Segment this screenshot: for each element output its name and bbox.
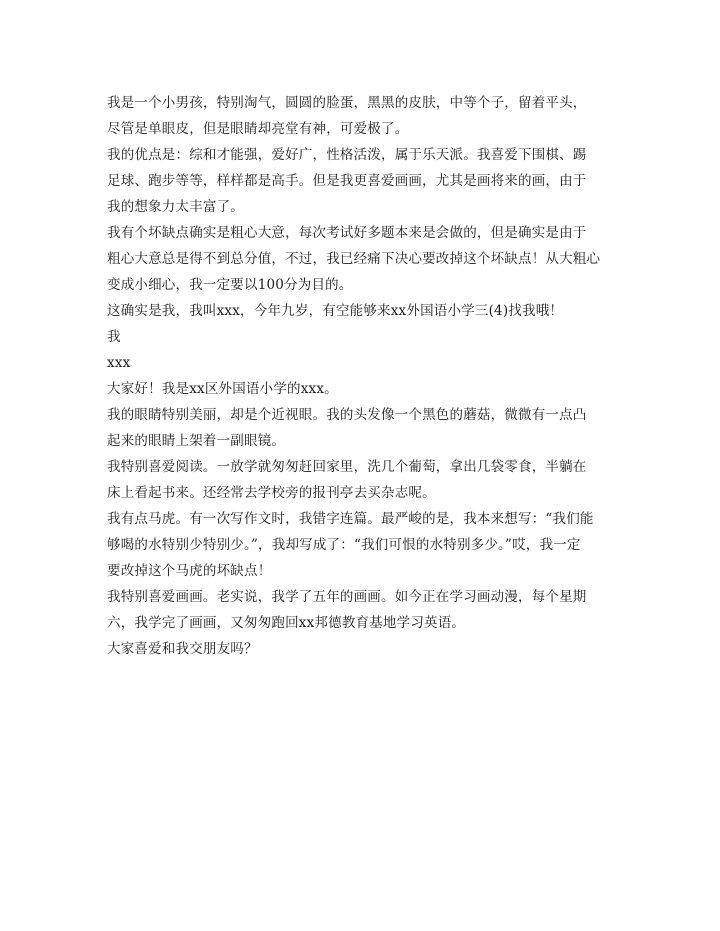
signature-line-name: xxx	[107, 355, 131, 371]
paragraph-eyes: 我的眼睛特别美丽，却是个近视眼。我的头发像一个黑色的蘑菇，微微有一点凸 起来的眼睛上架着一副眼镜。	[107, 407, 587, 449]
paragraph-greeting: 大家好！我是xx区外国语小学的xxx。	[107, 381, 338, 397]
paragraph-closing: 大家喜爱和我交朋友吗？	[107, 641, 258, 657]
paragraph-introduction: 这确实是我，我叫xxx，今年九岁，有空能够来xx外国语小学三(4)找我哦！	[107, 303, 564, 319]
paragraph-reading: 我特别喜爱阅读。一放学就匆匆赶回家里，洗几个葡萄，拿出几袋零食，半躺在 床上看起书来。还经常去学校旁的报刊亭去买杂志呢。	[107, 459, 587, 501]
paragraph-strengths: 我的优点是：综和才能强，爱好广，性格活泼，属于乐天派。我喜爱下围棋、踢 足球、跑步等等，样样都是高手。但是我更喜爱画画，尤其是画将来的画，由于 我的想象力太丰富了。	[107, 147, 587, 215]
paragraph-appearance: 我是一个小男孩，特别淘气，圆圆的脸蛋，黑黑的皮肤，中等个子，留着平头， 尽管是单眼皮，但是眼睛却亮堂有神，可爱极了。	[107, 95, 587, 137]
paragraph-careless: 我有点马虎。有一次写作文时，我错字连篇。最严峻的是，我本来想写：“我们能 够喝的水特别少特别少。”，我却写成了：“我们可恨的水特别多少。”哎，我一定 要改掉这个马虎的坏缺点！	[107, 511, 594, 579]
signature-line-wo: 我	[107, 329, 121, 345]
paragraph-weakness: 我有个坏缺点确实是粗心大意，每次考试好多题本来是会做的，但是确实是由于 粗心大意总是得不到总分值，不过，我已经痛下决心要改掉这个坏缺点！从大粗心 变成小细心，我一定要以100分为目的。	[107, 225, 601, 293]
paragraph-drawing: 我特别喜爱画画。老实说，我学了五年的画画。如今正在学习画动漫，每个星期 六，我学完了画画，又匆匆跑回xx邦德教育基地学习英语。	[107, 589, 587, 631]
document-body	[107, 90, 627, 662]
